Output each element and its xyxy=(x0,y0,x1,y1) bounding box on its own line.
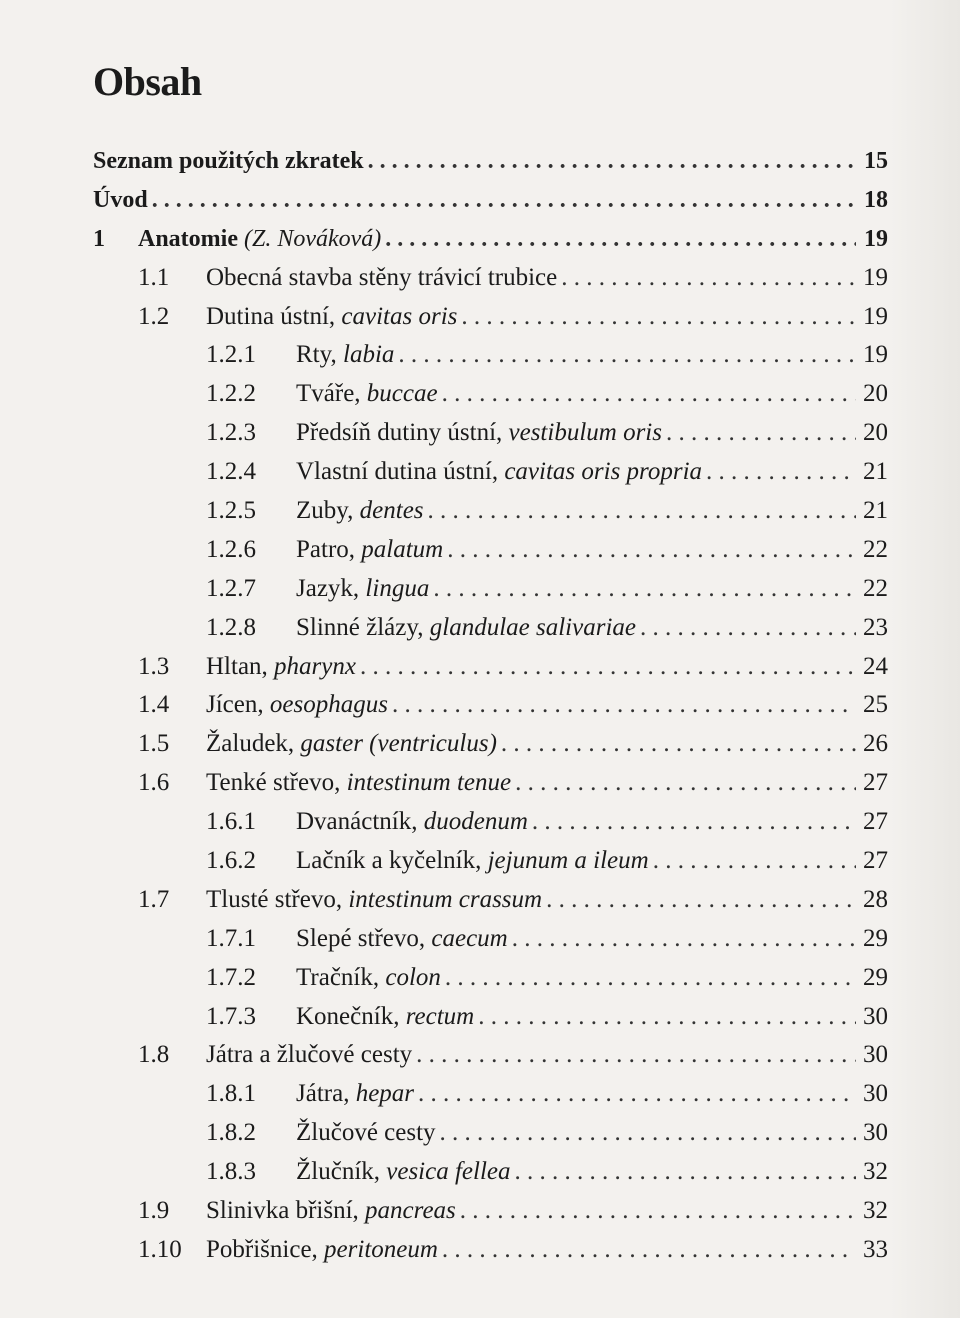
dot-leader xyxy=(666,414,856,453)
toc-entry-number: 1.8 xyxy=(138,1041,170,1069)
toc-entry-page-number: 26 xyxy=(863,730,888,758)
toc-entry-page-number: 27 xyxy=(863,808,888,836)
toc-list xyxy=(93,142,888,1270)
toc-entry-page-number: 25 xyxy=(863,691,888,719)
toc-entry[interactable] xyxy=(93,1192,888,1231)
toc-entry-title-text: Játra, xyxy=(296,1080,350,1108)
dot-leader xyxy=(653,842,856,881)
toc-entry-latin-term: gaster (ventriculus) xyxy=(300,730,497,758)
toc-entry-number: 1.2.1 xyxy=(206,341,256,369)
toc-entry-latin-term: dentes xyxy=(359,497,424,525)
toc-entry-number: 1.8.3 xyxy=(206,1158,256,1186)
toc-entry[interactable] xyxy=(93,842,888,881)
dot-leader xyxy=(445,959,856,998)
toc-entry-latin-term: caecum xyxy=(431,924,508,952)
toc-entry-page-number: 19 xyxy=(864,225,888,252)
toc-entry[interactable] xyxy=(93,259,888,298)
toc-entry-latin-term: labia xyxy=(343,341,395,369)
toc-entry-page-number: 27 xyxy=(863,769,888,797)
dot-leader xyxy=(515,764,856,803)
toc-entry-number: 1.8.1 xyxy=(206,1080,256,1108)
toc-entry-title xyxy=(296,609,636,648)
toc-entry-number: 1.6.1 xyxy=(206,808,256,836)
toc-entry-number: 1.7.2 xyxy=(206,963,256,991)
toc-entry-page-number: 32 xyxy=(863,1197,888,1225)
toc-entry-title xyxy=(206,648,356,687)
toc-entry-page-number: 30 xyxy=(863,1119,888,1147)
table-of-contents xyxy=(93,60,888,1270)
toc-entry-number: 1.2 xyxy=(138,302,170,330)
toc-entry-latin-term: hepar xyxy=(355,1080,415,1108)
toc-entry-title xyxy=(206,1036,412,1075)
toc-entry-number: 1.7.1 xyxy=(206,924,256,952)
dot-leader xyxy=(152,181,856,220)
toc-entry-latin-term: palatum xyxy=(361,535,444,563)
toc-entry-page-number: 24 xyxy=(863,652,888,680)
toc-entry-title xyxy=(206,764,511,803)
facing-page-bleed xyxy=(890,0,960,1318)
dot-leader xyxy=(478,998,856,1037)
toc-entry-number: 1.2.8 xyxy=(206,613,256,641)
toc-entry-title xyxy=(206,686,388,725)
dot-leader xyxy=(442,375,856,414)
toc-entry-latin-term: (Z. Nováková) xyxy=(243,225,382,252)
toc-entry-title xyxy=(206,725,497,764)
toc-entry-title-text: Předsíň dutiny ústní, xyxy=(296,419,503,447)
toc-entry-page-number: 23 xyxy=(863,613,888,641)
toc-entry[interactable] xyxy=(93,1153,888,1192)
toc-entry-title xyxy=(206,1192,456,1231)
toc-entry[interactable] xyxy=(93,570,888,609)
toc-entry[interactable] xyxy=(93,298,888,337)
toc-entry-title-text: Zuby, xyxy=(296,497,354,525)
toc-entry-latin-term: buccae xyxy=(366,380,438,408)
toc-entry-number: 1.2.3 xyxy=(206,419,256,447)
toc-entry-latin-term: cavitas oris xyxy=(341,302,458,330)
toc-entry-number: 1.3 xyxy=(138,652,170,680)
toc-entry-title-text: Lačník a kyčelník, xyxy=(296,847,482,875)
toc-entry-latin-term: duodenum xyxy=(423,808,528,836)
toc-entry[interactable] xyxy=(93,764,888,803)
toc-entry-latin-term: colon xyxy=(385,963,441,991)
toc-entry-title xyxy=(296,1114,436,1153)
toc-entry-title-text: Tváře, xyxy=(296,380,361,408)
dot-leader xyxy=(561,259,856,298)
toc-entry-title xyxy=(296,998,474,1037)
toc-entry-title xyxy=(296,1075,414,1114)
toc-entry[interactable] xyxy=(93,648,888,687)
toc-entry-title xyxy=(296,492,424,531)
toc-entry-page-number: 30 xyxy=(863,1002,888,1030)
toc-entry[interactable] xyxy=(93,220,888,259)
toc-entry-title-text: Rty, xyxy=(296,341,337,369)
toc-entry-title-text: Jícen, xyxy=(206,691,264,719)
toc-entry-title-text: Konečník, xyxy=(296,1002,400,1030)
toc-entry[interactable] xyxy=(93,725,888,764)
toc-entry-latin-term: pharynx xyxy=(274,652,356,680)
toc-entry-title xyxy=(296,531,443,570)
toc-entry-title xyxy=(296,920,508,959)
toc-entry[interactable] xyxy=(93,1114,888,1153)
toc-entry-latin-term: peritoneum xyxy=(324,1235,438,1263)
toc-entry[interactable] xyxy=(93,375,888,414)
toc-entry-page-number: 15 xyxy=(864,148,888,174)
toc-entry-number: 1.4 xyxy=(138,691,170,719)
toc-entry[interactable] xyxy=(93,1231,888,1270)
toc-entry-title xyxy=(138,220,381,259)
toc-entry[interactable] xyxy=(93,920,888,959)
toc-entry[interactable] xyxy=(93,531,888,570)
toc-entry-latin-term: vestibulum oris xyxy=(508,419,662,447)
toc-entry[interactable] xyxy=(93,1036,888,1075)
toc-entry-title xyxy=(296,453,702,492)
dot-leader xyxy=(515,1153,856,1192)
toc-entry-number: 1.8.2 xyxy=(206,1119,256,1147)
toc-entry[interactable] xyxy=(93,142,888,181)
toc-entry-latin-term: jejunum a ileum xyxy=(487,847,649,875)
toc-entry-number: 1.2.7 xyxy=(206,574,256,602)
toc-entry-number: 1.5 xyxy=(138,730,170,758)
toc-entry-title xyxy=(296,375,438,414)
toc-entry-title-text: Hltan, xyxy=(206,652,268,680)
toc-entry[interactable] xyxy=(93,959,888,998)
toc-entry-page-number: 27 xyxy=(863,847,888,875)
toc-entry-title-text: Anatomie xyxy=(138,225,238,252)
toc-entry[interactable] xyxy=(93,492,888,531)
toc-entry-title xyxy=(206,259,557,298)
toc-entry-title xyxy=(296,1153,511,1192)
toc-entry-title-text: Vlastní dutina ústní, xyxy=(296,458,499,486)
dot-leader xyxy=(433,570,856,609)
toc-entry[interactable] xyxy=(93,453,888,492)
toc-entry-title-text: Játra a žlučové cesty xyxy=(206,1041,413,1069)
toc-entry[interactable] xyxy=(93,414,888,453)
dot-leader xyxy=(418,1075,856,1114)
toc-entry-number: 1.10 xyxy=(138,1235,182,1263)
dot-leader xyxy=(442,1231,856,1270)
dot-leader xyxy=(532,803,856,842)
dot-leader xyxy=(512,920,856,959)
toc-entry-latin-term: vesica fellea xyxy=(386,1158,511,1186)
toc-entry[interactable] xyxy=(93,686,888,725)
toc-entry-title xyxy=(296,336,394,375)
toc-entry-page-number: 30 xyxy=(863,1041,888,1069)
page-title: Obsah xyxy=(93,59,202,104)
toc-entry-latin-term: intestinum tenue xyxy=(346,769,512,797)
toc-entry[interactable] xyxy=(93,336,888,375)
toc-entry-title xyxy=(206,1231,438,1270)
toc-entry-number: 1.1 xyxy=(138,263,170,291)
toc-entry-number: 1.2.2 xyxy=(206,380,256,408)
dot-leader xyxy=(501,725,856,764)
toc-entry-latin-term: cavitas oris propria xyxy=(504,458,703,486)
toc-entry-latin-term: pancreas xyxy=(365,1197,456,1225)
toc-entry-number: 1.2.6 xyxy=(206,535,256,563)
dot-leader xyxy=(706,453,856,492)
dot-leader xyxy=(368,142,856,181)
toc-entry-number: 1.2.5 xyxy=(206,497,256,525)
toc-entry[interactable] xyxy=(93,998,888,1037)
toc-entry-number: 1.7 xyxy=(138,885,170,913)
toc-entry-title xyxy=(296,803,528,842)
toc-entry-page-number: 21 xyxy=(863,497,888,525)
dot-leader xyxy=(360,648,856,687)
toc-entry[interactable] xyxy=(93,803,888,842)
toc-entry-title-text: Jazyk, xyxy=(296,574,360,602)
toc-entry-number: 1.2.4 xyxy=(206,458,256,486)
dot-leader xyxy=(460,1192,856,1231)
dot-leader xyxy=(440,1114,856,1153)
toc-entry-title xyxy=(206,298,457,337)
toc-entry-title-text: Tračník, xyxy=(296,963,380,991)
toc-entry-title-text: Žlučník, xyxy=(296,1158,381,1186)
toc-entry-title-text: Tenké střevo, xyxy=(206,769,341,797)
toc-entry-page-number: 19 xyxy=(863,302,888,330)
toc-entry-title-text: Pobřišnice, xyxy=(206,1235,318,1263)
toc-entry-title-text: Slinivka břišní, xyxy=(206,1197,359,1225)
toc-entry-page-number: 29 xyxy=(863,963,888,991)
toc-entry-title-text: Dvanáctník, xyxy=(296,808,418,836)
toc-entry-number: 1.6.2 xyxy=(206,847,256,875)
toc-entry-page-number: 22 xyxy=(863,574,888,602)
toc-entry[interactable] xyxy=(93,881,888,920)
dot-leader xyxy=(385,220,856,259)
toc-entry-page-number: 19 xyxy=(863,341,888,369)
toc-entry-title-text: Žaludek, xyxy=(206,730,295,758)
dot-leader xyxy=(416,1036,856,1075)
toc-entry[interactable] xyxy=(93,1075,888,1114)
toc-entry-title-text: Žlučové cesty xyxy=(296,1119,436,1147)
toc-entry-page-number: 20 xyxy=(863,380,888,408)
toc-entry-title-text: Úvod xyxy=(93,186,148,213)
toc-entry-title-text: Patro, xyxy=(296,535,356,563)
toc-entry-page-number: 32 xyxy=(863,1158,888,1186)
dot-leader xyxy=(392,686,856,725)
toc-entry-number: 1 xyxy=(93,225,105,252)
dot-leader xyxy=(398,336,856,375)
toc-entry-page-number: 19 xyxy=(863,263,888,291)
toc-entry[interactable] xyxy=(93,609,888,648)
toc-entry-number: 1.6 xyxy=(138,769,170,797)
toc-entry-page-number: 22 xyxy=(863,535,888,563)
dot-leader xyxy=(546,881,856,920)
dot-leader xyxy=(640,609,856,648)
toc-entry-latin-term: glandulae salivariae xyxy=(429,613,636,641)
toc-entry-latin-term: oesophagus xyxy=(269,691,388,719)
toc-entry-page-number: 30 xyxy=(863,1080,888,1108)
toc-entry-latin-term: rectum xyxy=(405,1002,475,1030)
toc-entry-page-number: 18 xyxy=(864,186,888,213)
toc-entry-page-number: 28 xyxy=(863,885,888,913)
dot-leader xyxy=(461,298,856,337)
toc-entry-title xyxy=(296,414,662,453)
toc-entry-page-number: 21 xyxy=(863,458,888,486)
toc-entry-page-number: 33 xyxy=(863,1235,888,1263)
toc-entry-title-text: Slepé střevo, xyxy=(296,924,426,952)
toc-entry-title xyxy=(93,142,364,181)
toc-entry-title xyxy=(296,959,441,998)
toc-entry-page-number: 20 xyxy=(863,419,888,447)
toc-entry-title-text: Obecná stavba stěny trávicí trubice xyxy=(206,263,558,291)
toc-entry-page-number: 29 xyxy=(863,924,888,952)
dot-leader xyxy=(447,531,856,570)
toc-entry-number: 1.7.3 xyxy=(206,1002,256,1030)
toc-entry-title xyxy=(296,570,429,609)
toc-entry-number: 1.9 xyxy=(138,1197,170,1225)
dot-leader xyxy=(428,492,856,531)
toc-entry-latin-term: lingua xyxy=(365,574,430,602)
toc-entry-title-text: Slinné žlázy, xyxy=(296,613,424,641)
toc-entry-title-text: Dutina ústní, xyxy=(206,302,336,330)
toc-entry[interactable] xyxy=(93,181,888,220)
toc-entry-title-text: Tlusté střevo, xyxy=(206,885,343,913)
toc-entry-title xyxy=(206,881,542,920)
toc-entry-title xyxy=(296,842,649,881)
toc-entry-title-text: Seznam použitých zkratek xyxy=(93,148,364,174)
toc-entry-latin-term: intestinum crassum xyxy=(348,885,543,913)
toc-entry-title xyxy=(93,181,148,220)
